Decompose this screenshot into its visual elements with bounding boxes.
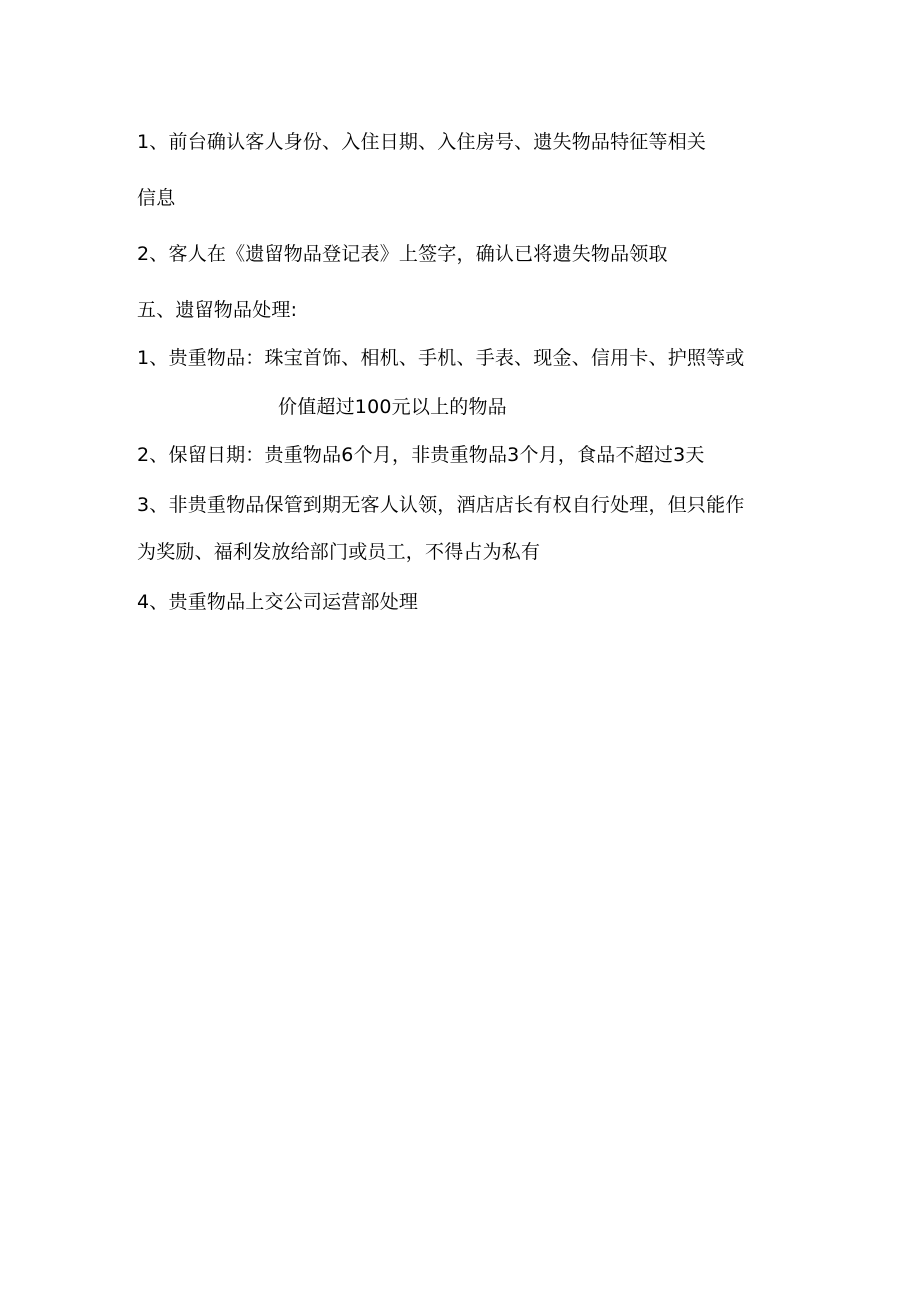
procedure-item-1-line-1: 1、前台确认客人身份、入住日期、入住房号、遗失物品特征等相关: [137, 131, 707, 153]
procedure-item-2: 2、客人在《遗留物品登记表》上签字，确认已将遗失物品领取: [137, 243, 668, 265]
section-heading: 五、遗留物品处理:: [137, 299, 298, 321]
procedure-item-1-line-2: 信息: [137, 187, 176, 209]
handling-item-4: 4、贵重物品上交公司运营部处理: [137, 591, 419, 613]
handling-item-1-line-2: 价值超过100元以上的物品: [278, 396, 507, 418]
handling-item-3-line-2: 为奖励、福利发放给部门或员工，不得占为私有: [137, 541, 541, 563]
handling-item-1-line-1: 1、贵重物品：珠宝首饰、相机、手机、手表、现金、信用卡、护照等或: [137, 347, 745, 369]
handling-item-2: 2、保留日期：贵重物品6个月，非贵重物品3个月，食品不超过3天: [137, 444, 705, 466]
handling-item-3-line-1: 3、非贵重物品保管到期无客人认领，酒店店长有权自行处理，但只能作: [137, 494, 745, 516]
